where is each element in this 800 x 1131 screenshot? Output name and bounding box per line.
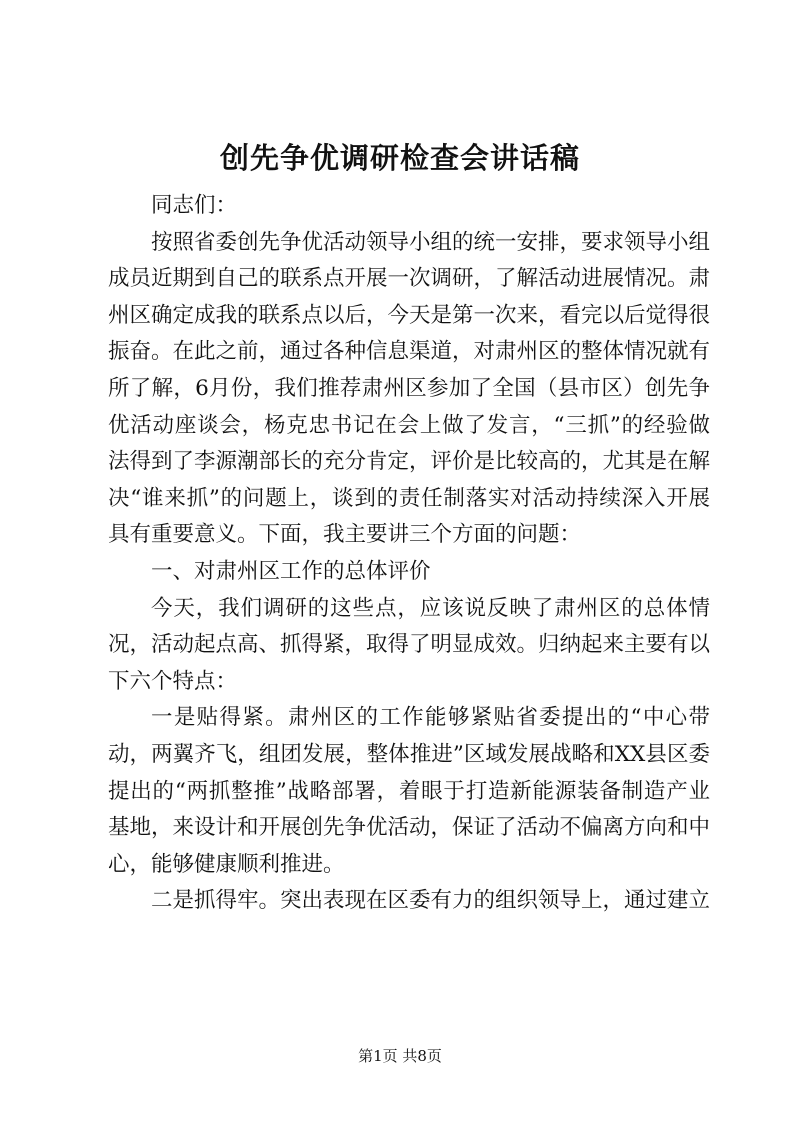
evaluation-paragraph: 今天，我们调研的这些点，应该说反映了肃州区的总体情况，活动起点高、抓得紧，取得了明显成效。归纳起来主要有以下六个特点： bbox=[108, 595, 711, 694]
document-title: 创先争优调研检查会讲话稿 bbox=[219, 141, 580, 175]
intro-paragraph: 按照省委创先争优活动领导小组的统一安排，要求领导小组成员近期到自己的联系点开展一次调研，了解活动进展情况。肃州区确定成我的联系点以后，今天是第一次来，看完以后觉得很振奋。在此之前，通过各种信息渠道，对肃州区的整体情况就有所了解，6月份，我们推荐肃州区参加了全国（县市区）创先争优活动座谈会，杨克忠书记在会上做了发言，“三抓”的经验做法得到了李源潮部长的充分肯定，评价是比较高的，尤其是在解决“谁来抓”的问题上，谈到的责任制落实对活动持续深入开展具有重要意义。下面，我主要讲三个方面的问题： bbox=[108, 229, 711, 548]
document-body bbox=[108, 188, 710, 920]
salutation-paragraph: 同志们： bbox=[151, 193, 238, 218]
page-number-footer: 第1页 共8页 bbox=[358, 1047, 442, 1065]
point-one-paragraph: 一是贴得紧。肃州区的工作能够紧贴省委提出的“中心带动，两翼齐飞，组团发展，整体推进”区域发展战略和XX县区委提出的“两抓整推”战略部署，着眼于打造新能源装备制造产业基地，来设计和开展创先争优活动，保证了活动不偏离方向和中心，能够健康顺利推进。 bbox=[108, 705, 711, 877]
point-two-paragraph: 二是抓得牢。突出表现在区委有力的组织领导上，通过建立 bbox=[151, 888, 711, 914]
section-heading: 一、对肃州区工作的总体评价 bbox=[151, 558, 431, 584]
